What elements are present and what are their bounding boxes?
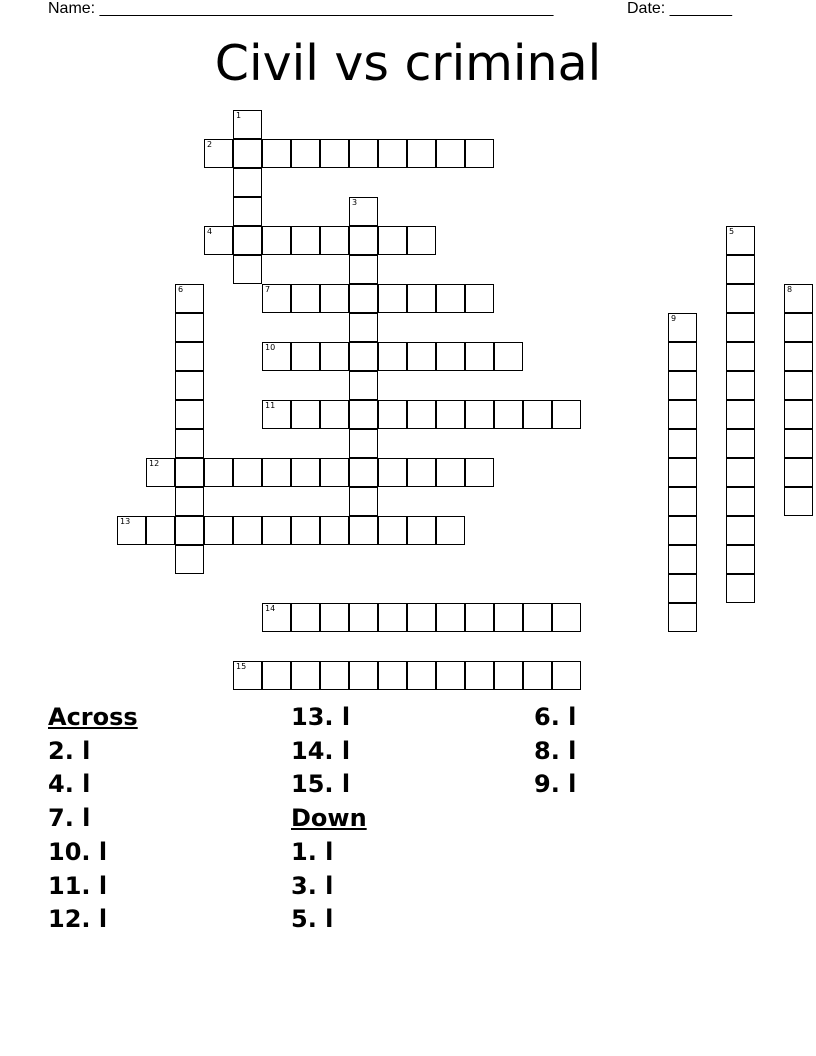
grid-cell[interactable]	[465, 661, 494, 690]
grid-cell[interactable]	[378, 458, 407, 487]
clue-number: 12	[149, 459, 160, 468]
grid-cell[interactable]	[784, 342, 813, 371]
grid-cell[interactable]	[784, 400, 813, 429]
grid-cell[interactable]	[465, 458, 494, 487]
grid-cell[interactable]	[668, 574, 697, 603]
clue-number: 3	[352, 198, 358, 207]
clue-number: 7	[265, 285, 271, 294]
clue-down-3: 3. l	[291, 871, 334, 900]
grid-cell[interactable]	[726, 516, 755, 545]
grid-cell[interactable]	[146, 516, 175, 545]
clue-down-5: 5. l	[291, 905, 334, 934]
grid-cell[interactable]	[668, 342, 697, 371]
grid-cell[interactable]	[175, 371, 204, 400]
grid-cell[interactable]	[668, 487, 697, 516]
grid-cell[interactable]	[349, 487, 378, 516]
grid-cell[interactable]	[378, 342, 407, 371]
grid-cell[interactable]	[378, 139, 407, 168]
clue-down-6: 6. l	[534, 703, 577, 731]
grid-cell[interactable]	[320, 400, 349, 429]
grid-cell[interactable]	[233, 139, 262, 168]
grid-cell[interactable]	[291, 661, 320, 690]
grid-cell[interactable]	[320, 516, 349, 545]
clue-number: 8	[787, 285, 793, 294]
grid-cell[interactable]	[668, 371, 697, 400]
clue-down-9: 9. l	[534, 770, 577, 799]
grid-cell[interactable]	[175, 429, 204, 458]
grid-cell[interactable]	[349, 284, 378, 313]
grid-cell[interactable]	[204, 516, 233, 545]
grid-cell[interactable]	[320, 342, 349, 371]
grid-cell[interactable]	[175, 400, 204, 429]
clue-number: 13	[120, 517, 131, 526]
clue-across-12: 12. l	[48, 905, 108, 934]
across-heading: Across	[48, 703, 138, 731]
grid-cell[interactable]	[349, 255, 378, 284]
grid-cell[interactable]	[668, 516, 697, 545]
clue-across-2: 2. l	[48, 736, 91, 765]
clue-number: 15	[236, 662, 247, 671]
clue-number: 5	[729, 227, 735, 236]
grid-cell[interactable]	[349, 458, 378, 487]
clue-down-1: 1. l	[291, 837, 334, 866]
clue-down-8: 8. l	[534, 736, 577, 765]
grid-cell[interactable]	[668, 429, 697, 458]
grid-cell[interactable]	[523, 603, 552, 632]
grid-cell[interactable]	[378, 284, 407, 313]
grid-cell[interactable]	[465, 603, 494, 632]
grid-cell[interactable]	[233, 661, 262, 690]
grid-cell[interactable]	[320, 226, 349, 255]
grid-cell[interactable]	[436, 284, 465, 313]
grid-cell[interactable]	[146, 458, 175, 487]
grid-cell[interactable]	[262, 342, 291, 371]
grid-cell[interactable]	[349, 342, 378, 371]
clue-number: 14	[265, 604, 276, 613]
grid-cell[interactable]	[262, 661, 291, 690]
grid-cell[interactable]	[436, 139, 465, 168]
grid-cell[interactable]	[436, 603, 465, 632]
grid-cell[interactable]	[262, 516, 291, 545]
grid-cell[interactable]	[726, 371, 755, 400]
grid-cell[interactable]	[784, 487, 813, 516]
grid-cell[interactable]	[726, 429, 755, 458]
clue-number: 10	[265, 343, 276, 352]
name-field-label: Name: ___________________________________________________	[48, 0, 554, 17]
grid-cell[interactable]	[349, 429, 378, 458]
grid-cell[interactable]	[233, 255, 262, 284]
grid-cell[interactable]	[349, 603, 378, 632]
grid-cell[interactable]	[552, 400, 581, 429]
grid-cell[interactable]	[204, 139, 233, 168]
grid-cell[interactable]	[726, 545, 755, 574]
grid-cell[interactable]	[784, 284, 813, 313]
grid-cell[interactable]	[320, 661, 349, 690]
clues-column-3	[534, 701, 576, 802]
clue-across-4: 4. l	[48, 770, 91, 799]
grid-cell[interactable]	[494, 661, 523, 690]
grid-cell[interactable]	[378, 516, 407, 545]
grid-cell[interactable]	[726, 574, 755, 603]
grid-cell[interactable]	[407, 139, 436, 168]
grid-cell[interactable]	[465, 342, 494, 371]
grid-cell[interactable]	[262, 400, 291, 429]
grid-cell[interactable]	[436, 342, 465, 371]
grid-cell[interactable]	[349, 516, 378, 545]
grid-cell[interactable]	[320, 603, 349, 632]
grid-cell[interactable]	[407, 342, 436, 371]
grid-cell[interactable]	[349, 313, 378, 342]
grid-cell[interactable]	[291, 400, 320, 429]
grid-cell[interactable]	[726, 342, 755, 371]
grid-cell[interactable]	[552, 603, 581, 632]
grid-cell[interactable]	[552, 661, 581, 690]
grid-cell[interactable]	[262, 139, 291, 168]
grid-cell[interactable]	[320, 458, 349, 487]
grid-cell[interactable]	[175, 516, 204, 545]
grid-cell[interactable]	[668, 458, 697, 487]
grid-cell[interactable]	[262, 226, 291, 255]
grid-cell[interactable]	[668, 545, 697, 574]
grid-cell[interactable]	[494, 603, 523, 632]
grid-cell[interactable]	[726, 487, 755, 516]
grid-cell[interactable]	[175, 313, 204, 342]
clue-number: 2	[207, 140, 213, 149]
grid-cell[interactable]	[175, 545, 204, 574]
grid-cell[interactable]	[436, 516, 465, 545]
grid-cell[interactable]	[407, 284, 436, 313]
grid-cell[interactable]	[175, 487, 204, 516]
grid-cell[interactable]	[726, 226, 755, 255]
grid-cell[interactable]	[668, 313, 697, 342]
grid-cell[interactable]	[175, 342, 204, 371]
grid-cell[interactable]	[204, 458, 233, 487]
grid-cell[interactable]	[407, 458, 436, 487]
grid-cell[interactable]	[233, 110, 262, 139]
grid-cell[interactable]	[349, 661, 378, 690]
grid-cell[interactable]	[436, 458, 465, 487]
grid-cell[interactable]	[349, 197, 378, 226]
page-title: Civil vs criminal	[214, 35, 602, 92]
grid-cell[interactable]	[175, 458, 204, 487]
clue-number: 9	[671, 314, 677, 323]
grid-cell[interactable]	[465, 284, 494, 313]
grid-cell[interactable]	[726, 284, 755, 313]
grid-cell[interactable]	[784, 371, 813, 400]
down-heading: Down	[291, 804, 367, 833]
grid-cell[interactable]	[668, 603, 697, 632]
grid-cell[interactable]	[726, 400, 755, 429]
clues-column-1	[48, 701, 138, 937]
grid-cell[interactable]	[349, 139, 378, 168]
grid-cell[interactable]	[233, 197, 262, 226]
grid-cell[interactable]	[784, 458, 813, 487]
grid-cell[interactable]	[726, 458, 755, 487]
clue-across-11: 11. l	[48, 871, 108, 900]
grid-cell[interactable]	[291, 603, 320, 632]
grid-cell[interactable]	[436, 400, 465, 429]
grid-cell[interactable]	[349, 226, 378, 255]
grid-cell[interactable]	[262, 458, 291, 487]
grid-cell[interactable]	[378, 400, 407, 429]
grid-cell[interactable]	[117, 516, 146, 545]
grid-cell[interactable]	[378, 661, 407, 690]
grid-cell[interactable]	[378, 603, 407, 632]
grid-cell[interactable]	[233, 226, 262, 255]
clue-across-7: 7. l	[48, 804, 91, 833]
grid-cell[interactable]	[291, 226, 320, 255]
grid-cell[interactable]	[262, 284, 291, 313]
grid-cell[interactable]	[291, 516, 320, 545]
clue-across-10: 10. l	[48, 837, 108, 866]
grid-cell[interactable]	[262, 603, 291, 632]
grid-cell[interactable]	[291, 458, 320, 487]
grid-cell[interactable]	[175, 284, 204, 313]
grid-cell[interactable]	[291, 342, 320, 371]
grid-cell[interactable]	[523, 400, 552, 429]
grid-cell[interactable]	[378, 226, 407, 255]
grid-cell[interactable]	[465, 400, 494, 429]
grid-cell[interactable]	[726, 313, 755, 342]
clue-across-13: 13. l	[291, 703, 351, 731]
grid-cell[interactable]	[233, 458, 262, 487]
grid-cell[interactable]	[436, 661, 465, 690]
grid-cell[interactable]	[320, 284, 349, 313]
grid-cell[interactable]	[726, 255, 755, 284]
clue-number: 1	[236, 111, 242, 120]
grid-cell[interactable]	[407, 603, 436, 632]
date-field-label: Date: _______	[627, 0, 732, 17]
grid-cell[interactable]	[233, 516, 262, 545]
clue-number: 11	[265, 401, 276, 410]
grid-cell[interactable]	[407, 226, 436, 255]
grid-cell[interactable]	[494, 400, 523, 429]
grid-cell[interactable]	[233, 168, 262, 197]
grid-cell[interactable]	[407, 661, 436, 690]
clue-across-15: 15. l	[291, 770, 351, 799]
clues-column-2	[291, 701, 367, 937]
clue-across-14: 14. l	[291, 736, 351, 765]
grid-cell[interactable]	[465, 139, 494, 168]
grid-cell[interactable]	[407, 400, 436, 429]
grid-cell[interactable]	[784, 313, 813, 342]
grid-cell[interactable]	[784, 429, 813, 458]
grid-cell[interactable]	[407, 516, 436, 545]
grid-cell[interactable]	[668, 400, 697, 429]
grid-cell[interactable]	[523, 661, 552, 690]
clue-number: 4	[207, 227, 213, 236]
grid-cell[interactable]	[291, 284, 320, 313]
grid-cell[interactable]	[320, 139, 349, 168]
grid-cell[interactable]	[349, 400, 378, 429]
grid-cell[interactable]	[204, 226, 233, 255]
grid-cell[interactable]	[494, 342, 523, 371]
grid-cell[interactable]	[349, 371, 378, 400]
clue-number: 6	[178, 285, 184, 294]
grid-cell[interactable]	[291, 139, 320, 168]
